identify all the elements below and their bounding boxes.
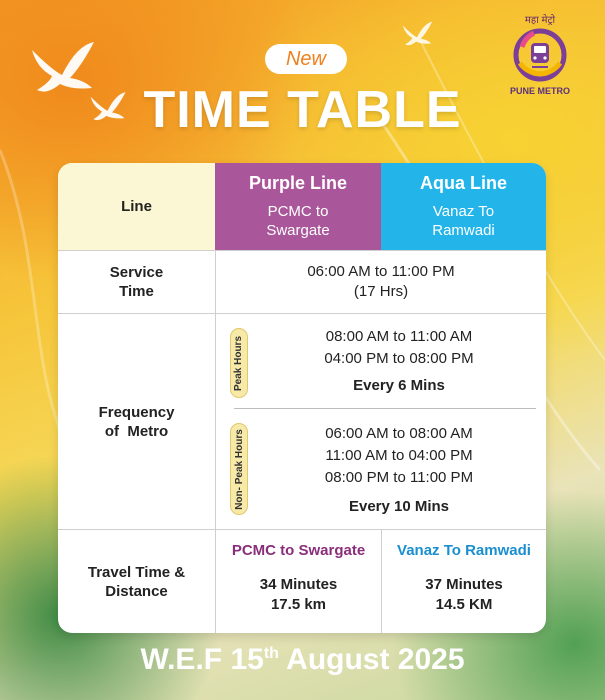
service-time-label-cell bbox=[58, 251, 215, 313]
service-label-2: Time bbox=[119, 283, 154, 300]
peak-hours-tag: Peak Hours bbox=[230, 328, 248, 398]
aqua-line-name: Aqua Line bbox=[419, 173, 507, 193]
purple-line-header bbox=[215, 163, 381, 250]
aqua-line-header bbox=[381, 163, 546, 250]
frequency-label-cell bbox=[58, 314, 215, 529]
aqua-travel-cell bbox=[382, 530, 546, 633]
non-peak-frequency: Every 10 Mins bbox=[348, 498, 450, 515]
purple-travel-cell bbox=[216, 530, 381, 633]
peak-slot-1: 08:00 AM to 11:00 AM bbox=[325, 328, 473, 345]
service-time-range: 06:00 AM to 11:00 PM bbox=[307, 263, 455, 280]
logo-text: PUNE METRO bbox=[509, 86, 570, 96]
purple-line-route-1: PCMC to bbox=[267, 203, 329, 220]
travel-label-1: Travel Time & bbox=[87, 563, 186, 581]
purple-travel-route: PCMC to Swargate bbox=[231, 542, 366, 559]
peak-frequency: Every 6 Mins bbox=[353, 377, 445, 394]
logo-marathi-text: महा मेट्रो bbox=[524, 15, 556, 26]
non-peak-slot-2: 11:00 AM to 04:00 PM bbox=[325, 447, 473, 464]
non-peak-hours-tag: Non- Peak Hours bbox=[230, 423, 248, 515]
aqua-travel-time: 37 Minutes bbox=[425, 576, 503, 593]
effective-date-ordinal: th bbox=[263, 645, 279, 662]
aqua-line-route-2: Ramwadi bbox=[432, 222, 495, 239]
frequency-label-2: of Metro bbox=[104, 422, 169, 440]
purple-travel-distance: 17.5 km bbox=[270, 596, 327, 613]
service-duration: (17 Hrs) bbox=[353, 283, 409, 300]
effective-date bbox=[0, 643, 605, 677]
effective-date-suffix: August 2025 bbox=[286, 643, 465, 676]
timetable-card bbox=[58, 163, 546, 633]
travel-label-2: Distance bbox=[105, 582, 168, 600]
non-peak-hours-slots bbox=[258, 419, 540, 521]
frequency-label-1: Frequency bbox=[98, 403, 175, 421]
non-peak-slot-3: 08:00 PM to 11:00 PM bbox=[324, 469, 474, 486]
line-header-cell bbox=[58, 163, 215, 250]
aqua-travel-route: Vanaz To Ramwadi bbox=[397, 542, 531, 559]
service-label-1: Service bbox=[109, 264, 164, 281]
page-title: TIME TABLE bbox=[143, 81, 462, 139]
peak-slot-2: 04:00 PM to 08:00 PM bbox=[324, 350, 474, 367]
non-peak-slot-1: 06:00 AM to 08:00 AM bbox=[325, 425, 473, 442]
service-time-value-cell bbox=[216, 251, 546, 313]
purple-line-name: Purple Line bbox=[248, 173, 347, 193]
line-label: Line bbox=[121, 198, 152, 215]
travel-label-cell bbox=[58, 530, 215, 633]
effective-date-prefix: W.E.F 15 bbox=[140, 643, 264, 676]
new-badge: New bbox=[265, 44, 347, 74]
purple-travel-time: 34 Minutes bbox=[259, 576, 338, 593]
frequency-divider bbox=[234, 408, 536, 409]
aqua-line-route-1: Vanaz To bbox=[432, 203, 495, 220]
pune-metro-logo bbox=[505, 12, 575, 102]
aqua-travel-distance: 14.5 KM bbox=[435, 596, 493, 613]
peak-hours-slots bbox=[258, 321, 540, 401]
metro-train-icon bbox=[512, 27, 568, 83]
dove-icon bbox=[398, 20, 436, 50]
purple-line-route-2: Swargate bbox=[266, 222, 330, 239]
